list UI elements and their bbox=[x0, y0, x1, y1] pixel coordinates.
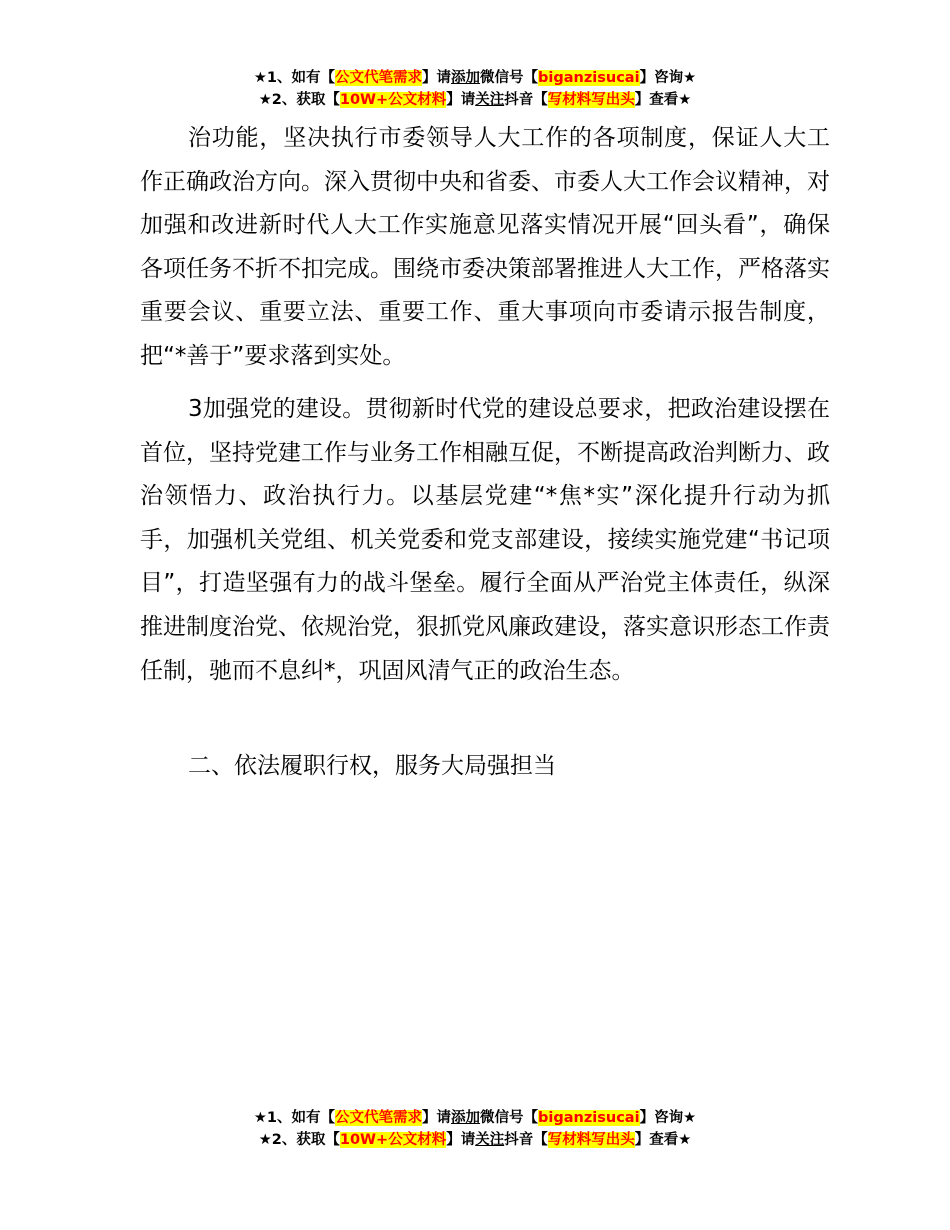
banner-line-1 bbox=[0, 1107, 950, 1129]
banner-line-1 bbox=[0, 67, 950, 89]
banner-text: ★1、如有【 bbox=[253, 1110, 336, 1126]
banner-line-2 bbox=[0, 89, 950, 111]
footer-banner bbox=[0, 1107, 950, 1151]
banner-text: 抖音【 bbox=[504, 1132, 548, 1148]
banner-emphasis: 添加 bbox=[451, 1110, 481, 1126]
paragraph: 3加强党的建设。贯彻新时代党的建设总要求，把政治建设摆在首位，坚持党建工作与业务工作相融互促，不断提高政治判断力、政治领悟力、政治执行力。以基层党建“*焦*实”深化提升行动为抓手，加强机关党组、机关党委和党支部建设，接续实施党建“书记项目”，打造坚强有力的战斗堡垒。履行全面从严治党主体责任，纵深推进制度治党、依规治党，狠抓党风廉政建设，落实意识形态工作责任制，驰而不息纠*，巩固风清气正的政治生态。 bbox=[140, 396, 830, 684]
banner-emphasis: 关注 bbox=[475, 92, 505, 108]
banner-line-2 bbox=[0, 1129, 950, 1151]
banner-text: ★2、获取【 bbox=[258, 1132, 340, 1148]
banner-highlight: biganzisucai bbox=[538, 1110, 640, 1126]
heading-text: 二、依法履职行权，服务大局强担当 bbox=[188, 753, 556, 779]
banner-text: 】请 bbox=[446, 1132, 476, 1148]
banner-highlight: 10W+公文材料 bbox=[339, 92, 447, 108]
banner-text: 】请 bbox=[422, 70, 452, 86]
banner-text: ★1、如有【 bbox=[253, 70, 336, 86]
paragraph-party-building bbox=[140, 388, 830, 693]
banner-emphasis: 关注 bbox=[475, 1132, 505, 1148]
banner-text: 】请 bbox=[446, 92, 476, 108]
banner-highlight: 写材料写出头 bbox=[547, 1132, 635, 1148]
banner-emphasis: 添加 bbox=[451, 70, 481, 86]
section-heading bbox=[140, 745, 830, 789]
banner-text: ★2、获取【 bbox=[258, 92, 340, 108]
banner-text: 微信号【 bbox=[480, 1110, 539, 1126]
banner-highlight: 写材料写出头 bbox=[547, 92, 635, 108]
banner-highlight: 公文代笔需求 bbox=[335, 70, 423, 86]
banner-text: 】查看★ bbox=[634, 92, 692, 108]
banner-highlight: 10W+公文材料 bbox=[339, 1132, 447, 1148]
banner-text: 】请 bbox=[422, 1110, 452, 1126]
banner-text: 】咨询★ bbox=[639, 70, 697, 86]
banner-text: 抖音【 bbox=[504, 92, 548, 108]
banner-highlight: biganzisucai bbox=[538, 70, 640, 86]
header-banner bbox=[0, 67, 950, 111]
banner-text: 】查看★ bbox=[634, 1132, 692, 1148]
banner-text: 】咨询★ bbox=[639, 1110, 697, 1126]
banner-highlight: 公文代笔需求 bbox=[335, 1110, 423, 1126]
paragraph: 治功能，坚决执行市委领导人大工作的各项制度，保证人大工作正确政治方向。深入贯彻中央和省委、市委人大工作会议精神，对加强和改进新时代人大工作实施意见落实情况开展“回头看”，确保各项任务不折不扣完成。围绕市委决策部署推进人大工作，严格落实重要会议、重要立法、重要工作、重大事项向市委请示报告制度，把“*善于”要求落到实处。 bbox=[140, 125, 830, 369]
banner-text: 微信号【 bbox=[480, 70, 539, 86]
paragraph-continuation bbox=[140, 117, 830, 379]
